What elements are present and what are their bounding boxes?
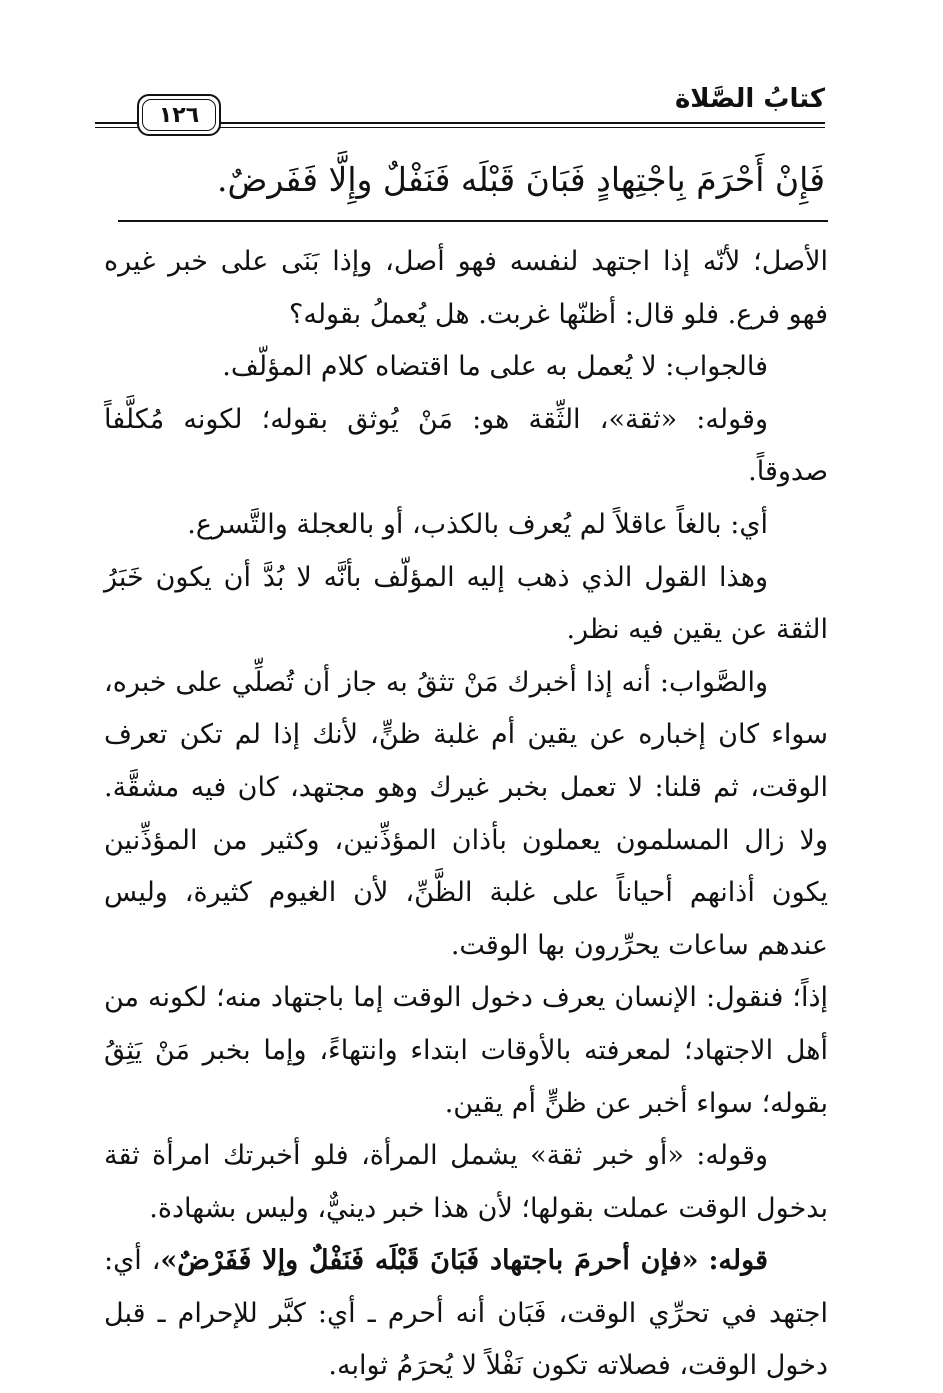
paragraph: إذاً؛ فنقول: الإنسان يعرف دخول الوقت إما باجتهاد منه؛ لكونه من أهل الاجتهاد؛ لمعرفته بالأوقات ابتداء وانتهاءً، وإما بخبر مَنْ يَثِقُ بقوله؛ سواء أخبر عن ظنٍّ أم يقين. bbox=[104, 982, 828, 1119]
matn-text: فَإِنْ أَحْرَمَ بِاجْتِهادٍ فَبَانَ قَبْلَه فَنَفْلٌ وإِلَّا فَفَرضٌ. bbox=[216, 160, 825, 199]
book-title: كتابُ الصَّلاة bbox=[669, 84, 825, 114]
paragraph-last bbox=[104, 1235, 828, 1393]
paragraph: أي: بالغاً عاقلاً لم يُعرف بالكذب، أو بالعجلة والتَّسرع. bbox=[187, 508, 768, 540]
paragraph: وهذا القول الذي ذهب إليه المؤلّف بأنَّه لا بُدَّ أن يكون خَبَرُ الثقة عن يقين فيه نظر. bbox=[104, 561, 828, 646]
paragraph-rest: ، أي: اجتهد في تحرِّي الوقت، فَبَان أنه أحرم ـ أي: كبَّر للإحرام ـ قبل دخول الوقت، فصلاته تكون نَفْلاً لا يُحرَمُ ثوابه. bbox=[104, 1245, 828, 1382]
page-number: ١٢٦ bbox=[158, 102, 200, 128]
quote-lead: قوله: bbox=[708, 1245, 768, 1277]
quoted-matn: «فإن أحرمَ باجتهاد فَبَانَ قَبْلَه فَنَفْلٌ وإلا فَفَرْضٌ» bbox=[160, 1245, 699, 1277]
paragraph: وقوله: «أو خبر ثقة» يشمل المرأة، فلو أخبرتك امرأة ثقة بدخول الوقت عملت بقولها؛ لأن هذا خبر دينيٌّ، وليس بشهادة. bbox=[104, 1140, 828, 1224]
matn-separator bbox=[118, 220, 828, 222]
commentary-body bbox=[104, 236, 828, 1393]
paragraph: فالجواب: لا يُعمل به على ما اقتضاه كلام المؤلّف. bbox=[222, 351, 768, 383]
page-number-frame bbox=[137, 94, 221, 136]
page-header bbox=[95, 84, 825, 144]
paragraph: الأصل؛ لأنّه إذا اجتهد لنفسه فهو أصل، وإذا بَنَى على خبر غيره فهو فرع. فلو قال: أظنّها غربت. هل يُعملُ بقوله؟ bbox=[104, 246, 828, 330]
paragraph: والصَّواب: أنه إذا أخبرك مَنْ تثقُ به جاز أن تُصلِّي على خبره، سواء كان إخباره عن يقين أم غلبة ظنٍّ، لأنك إذا لم تكن تعرف الوقت، ثم قلنا: لا تعمل بخبر غيرك وهو مجتهد، كان فيه مشقَّة. ولا زال المسلمون يعملون بأذان المؤذِّنين، وكثير من المؤذِّنين يكون أذانهم أحياناً على غلبة الظَّنِّ، لأن الغيوم كثيرة، وليس عندهم ساعات يحرِّرون بها الوقت. bbox=[104, 666, 828, 961]
paragraph: وقوله: «ثقة»، الثِّقة هو: مَنْ يُوثق بقوله؛ لكونه مُكلَّفاً صدوقاً. bbox=[104, 403, 828, 488]
